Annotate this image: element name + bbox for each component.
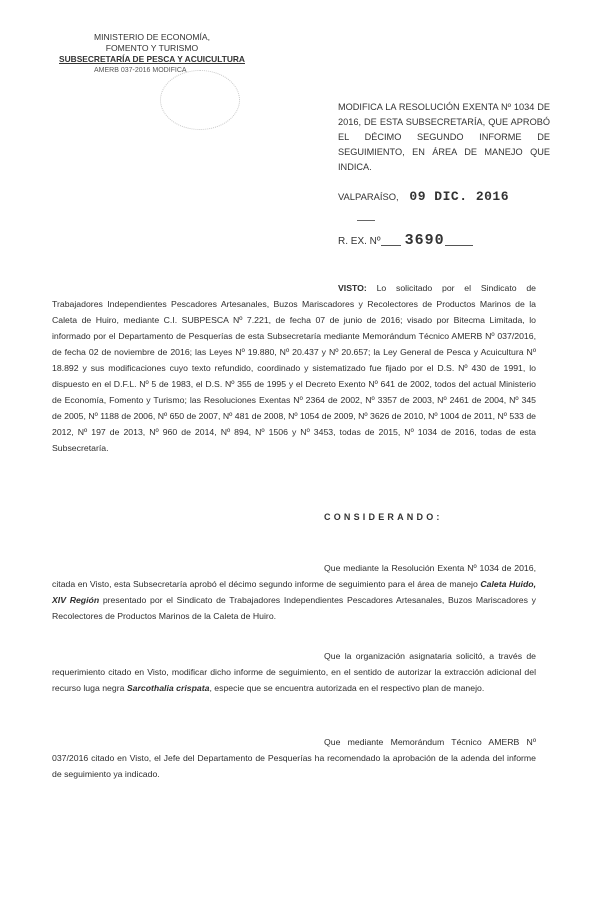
place-date — [338, 189, 509, 204]
rex-underline — [381, 245, 401, 246]
resolution-number — [338, 232, 473, 249]
rex-underline-2 — [445, 245, 473, 246]
considerando-paragraph-2 — [52, 648, 536, 696]
visto-text: Lo solicitado por el Sindicato de Trabajadores Independientes Pescadores Artesanales, Buzos Mariscadores y Recolectores de Productos Marinos de la Caleta de Huiro, mediante C.I. SUBPESCA Nº 7.221, de fecha 07 de junio de 2016; visado por Bitecma Limitada, lo informado por el Departamento de Pesquerías de esta Subsecretaría mediante Memorándum Técnico AMERB Nº 037/2016, de fecha 02 de noviembre de 2016; las Leyes Nº 19.880, Nº 20.437 y Nº 20.657; la Ley General de Pesca y Acuicultura Nº 18.892 y sus modificaciones cuyo texto refundido, coordinado y sistematizado fue fijado por el D.S. Nº 430 de 1991, lo dispuesto en el D.F.L. Nº 5 de 1983, el D.S. Nº 355 de 1995 y el Decreto Exento Nº 641 de 2002, todos del actual Ministerio de Economía, Fomento y Turismo; las Resoluciones Exentas Nº 2364 de 2002, Nº 3357 de 2003, Nº 2461 de 2004, Nº 345 de 2005, Nº 1188 de 2006, Nº 650 de 2007, Nº 481 de 2008, Nº 1054 de 2009, Nº 3626 de 2010, Nº 1004 de 2011, Nº 533 de 2012, Nº 197 de 2013, Nº 960 de 2014, Nº 894, Nº 1506 y Nº 3453, todas de 2015, Nº 1034 de 2016, todas de esta Subsecretaría. — [52, 283, 536, 453]
considerando-paragraph-3: Que mediante Memorándum Técnico AMERB Nº 037/2016 citado en Visto, el Jefe del Departamento de Pesquerías ha recomendado la aprobación de la adenda del informe de seguimiento ya indicado. — [52, 737, 536, 779]
c1-text-a: Que mediante la Resolución Exenta Nº 1034 de 2016, citada en Visto, esta Subsecretaría aprobó el décimo segundo informe de seguimiento para el área de manejo — [52, 563, 536, 589]
c2-text-b: , especie que se encuentra autorizada en el respectivo plan de manejo. — [209, 683, 485, 693]
rex-label: R. EX. Nº — [338, 236, 381, 247]
visto-label: VISTO: — [338, 283, 367, 293]
c2-text-a: Que la organización asignataria solicitó, a través de requerimiento citado en Visto, modificar dicho informe de seguimiento, en el sentido de autorizar la extracción adicional del recurso luga negra — [52, 651, 536, 693]
margin-mark — [357, 220, 375, 221]
ministry-name-2: FOMENTO Y TURISMO — [105, 43, 199, 53]
visto-paragraph — [52, 280, 536, 456]
document-reference: AMERB 037-2016 MODIFICA — [94, 67, 187, 74]
subsecretary-name: SUBSECRETARÍA DE PESCA Y ACUICULTURA — [59, 54, 245, 64]
ministry-header — [52, 32, 252, 76]
c2-species-name: Sarcothalia crispata — [126, 683, 210, 693]
considerando-heading: CONSIDERANDO: — [324, 512, 443, 522]
rex-number: 3690 — [404, 232, 445, 249]
ministry-name: MINISTERIO DE ECONOMÍA, — [93, 32, 211, 42]
resolution-subject: MODIFICA LA RESOLUCIÓN EXENTA Nº 1034 DE 2016, DE ESTA SUBSECRETARÍA, QUE APROBÓ EL DÉCIMO SEGUNDO INFORME DE SEGUIMIENTO, EN ÁREA DE MANEJO QUE INDICA. — [338, 102, 550, 172]
c1-area-name: Caleta Huido, XIV Región — [52, 579, 536, 605]
c1-text-b: presentado por el Sindicato de Trabajadores Independientes Pescadores Artesanales, Buzos Mariscadores y Recolectores de Productos Marinos de la Caleta de Huiro. — [52, 595, 536, 621]
date-stamp: 09 DIC. 2016 — [409, 189, 510, 204]
faded-seal-stamp — [160, 70, 240, 130]
place-label: VALPARAÍSO, — [338, 191, 399, 202]
considerando-paragraph-1 — [52, 560, 536, 624]
